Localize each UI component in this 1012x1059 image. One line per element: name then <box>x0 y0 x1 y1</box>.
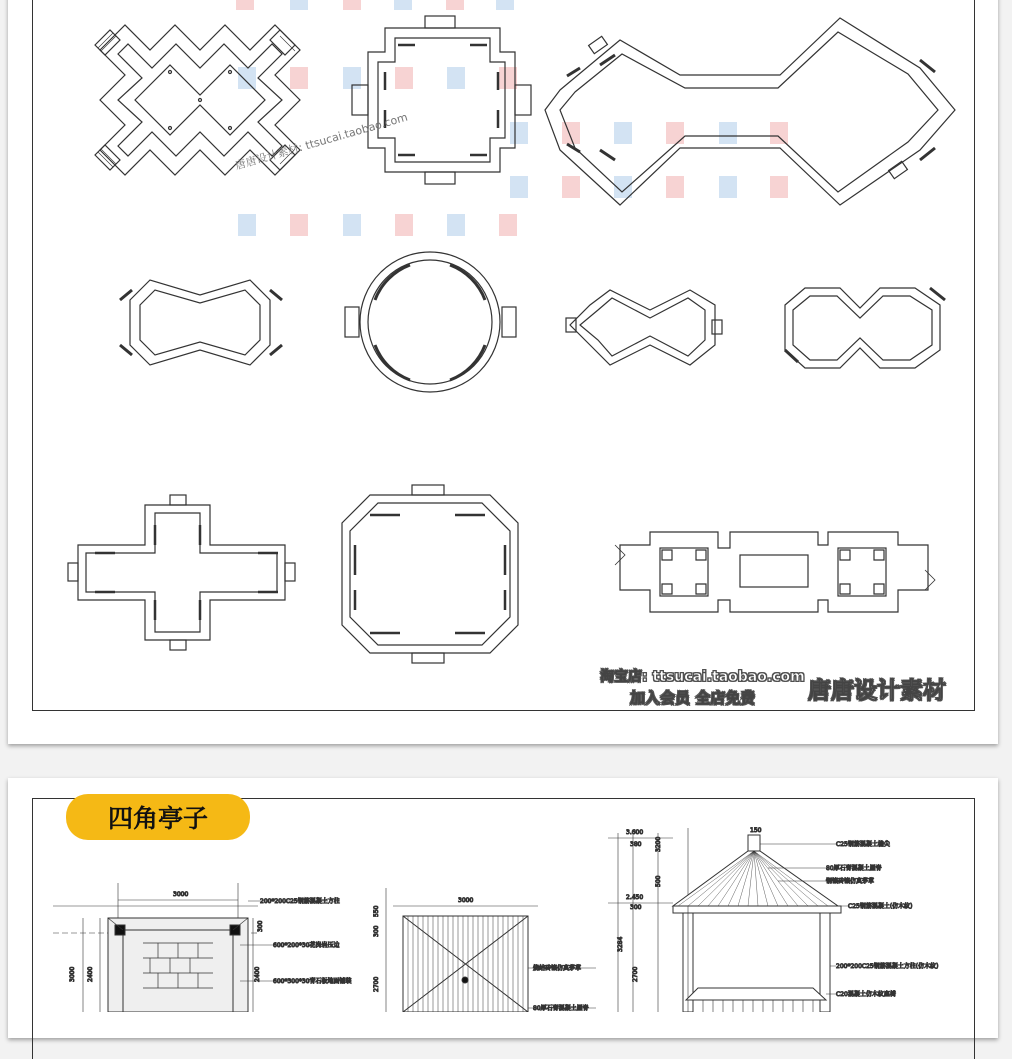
plan-octagon <box>342 485 518 663</box>
plan-width-dim: 3000 <box>173 891 189 898</box>
elev-h3: 2700 <box>632 966 639 982</box>
plan-double-octagon <box>566 290 722 365</box>
logo-row-3 <box>510 122 788 144</box>
elev-label-1: C25钢筋混凝土檐尖 <box>836 841 890 848</box>
section-title: 四角亭子 <box>66 794 250 840</box>
plan-circle <box>345 252 516 392</box>
elev-top-width: 150 <box>750 827 762 834</box>
pavilion-drawings <box>8 778 998 1012</box>
roof-slab-label: 80厚石膏混凝土屋脊 <box>533 1005 589 1012</box>
plan-pinched-hex <box>120 280 282 365</box>
logo-row-4 <box>510 176 788 198</box>
elev-300: 300 <box>630 904 642 911</box>
elev-380: 380 <box>630 841 642 848</box>
elev-mid: 500 <box>655 875 662 887</box>
plan-edge-label: 600*200*30花岗岩压边 <box>273 942 340 949</box>
elev-2450-level: 2.450 <box>626 894 644 901</box>
plan-column-label: 200*200C25钢筋混凝土方柱 <box>260 898 340 905</box>
diagonal-watermark: 唐唐设计素材: ttsucai.taobao.com <box>233 110 410 173</box>
elevation <box>608 827 938 1012</box>
floor-plan <box>53 883 352 1012</box>
roof-side-dim: 550 <box>373 905 380 917</box>
logo-row-1 <box>236 0 514 10</box>
elevation-sheet-bottom <box>8 778 998 1038</box>
logo-row-5 <box>238 214 517 236</box>
elev-h1: 3200 <box>655 836 662 852</box>
roof-width-dim: 3000 <box>458 897 474 904</box>
plan-floor-label: 600*300*30青石板地面铺装 <box>273 978 352 985</box>
plan-inner-dim: 2400 <box>87 966 94 982</box>
elev-label-4: C25钢筋混凝土(仿木纹) <box>848 903 913 910</box>
plan-linked-squares <box>615 532 935 612</box>
plan-double-hex <box>545 18 955 205</box>
elev-label-2: 80厚石膏混凝土屋脊 <box>826 865 882 872</box>
roof-plan <box>373 888 596 1012</box>
roof-top-dim: 300 <box>373 925 380 937</box>
watermark-logo-grid <box>236 0 788 236</box>
plan-height-dim: 3000 <box>69 966 76 982</box>
roof-height-dim: 2700 <box>373 976 380 992</box>
plan-side-dim: 300 <box>257 920 264 932</box>
pavilion-plans <box>8 0 998 744</box>
watermark-brand: 唐唐设计素材 <box>808 678 946 704</box>
elev-label-6: C20混凝土仿木纹座椅 <box>836 991 896 998</box>
elev-h2: 3284 <box>617 936 624 952</box>
plan-cross <box>68 495 295 650</box>
plan-stepped-square <box>352 16 531 184</box>
elev-label-5: 200*200C25钢筋混凝土方柱(仿木纹) <box>836 963 939 970</box>
elev-label-3: 钢镶砖镶仿真茅草 <box>826 878 875 885</box>
watermark-member: 加入会员 全店免费 <box>630 689 756 707</box>
watermark-shop: 淘宝店: ttsucai.taobao.com <box>600 669 805 685</box>
plan-twin-octagon <box>785 288 945 368</box>
plan-sheet-top <box>8 0 998 744</box>
roof-tile-label: 烧结砖镶仿真茅草 <box>533 965 582 972</box>
elev-top-level: 3.600 <box>626 829 644 836</box>
plan-inner2-dim: 2400 <box>254 966 261 982</box>
